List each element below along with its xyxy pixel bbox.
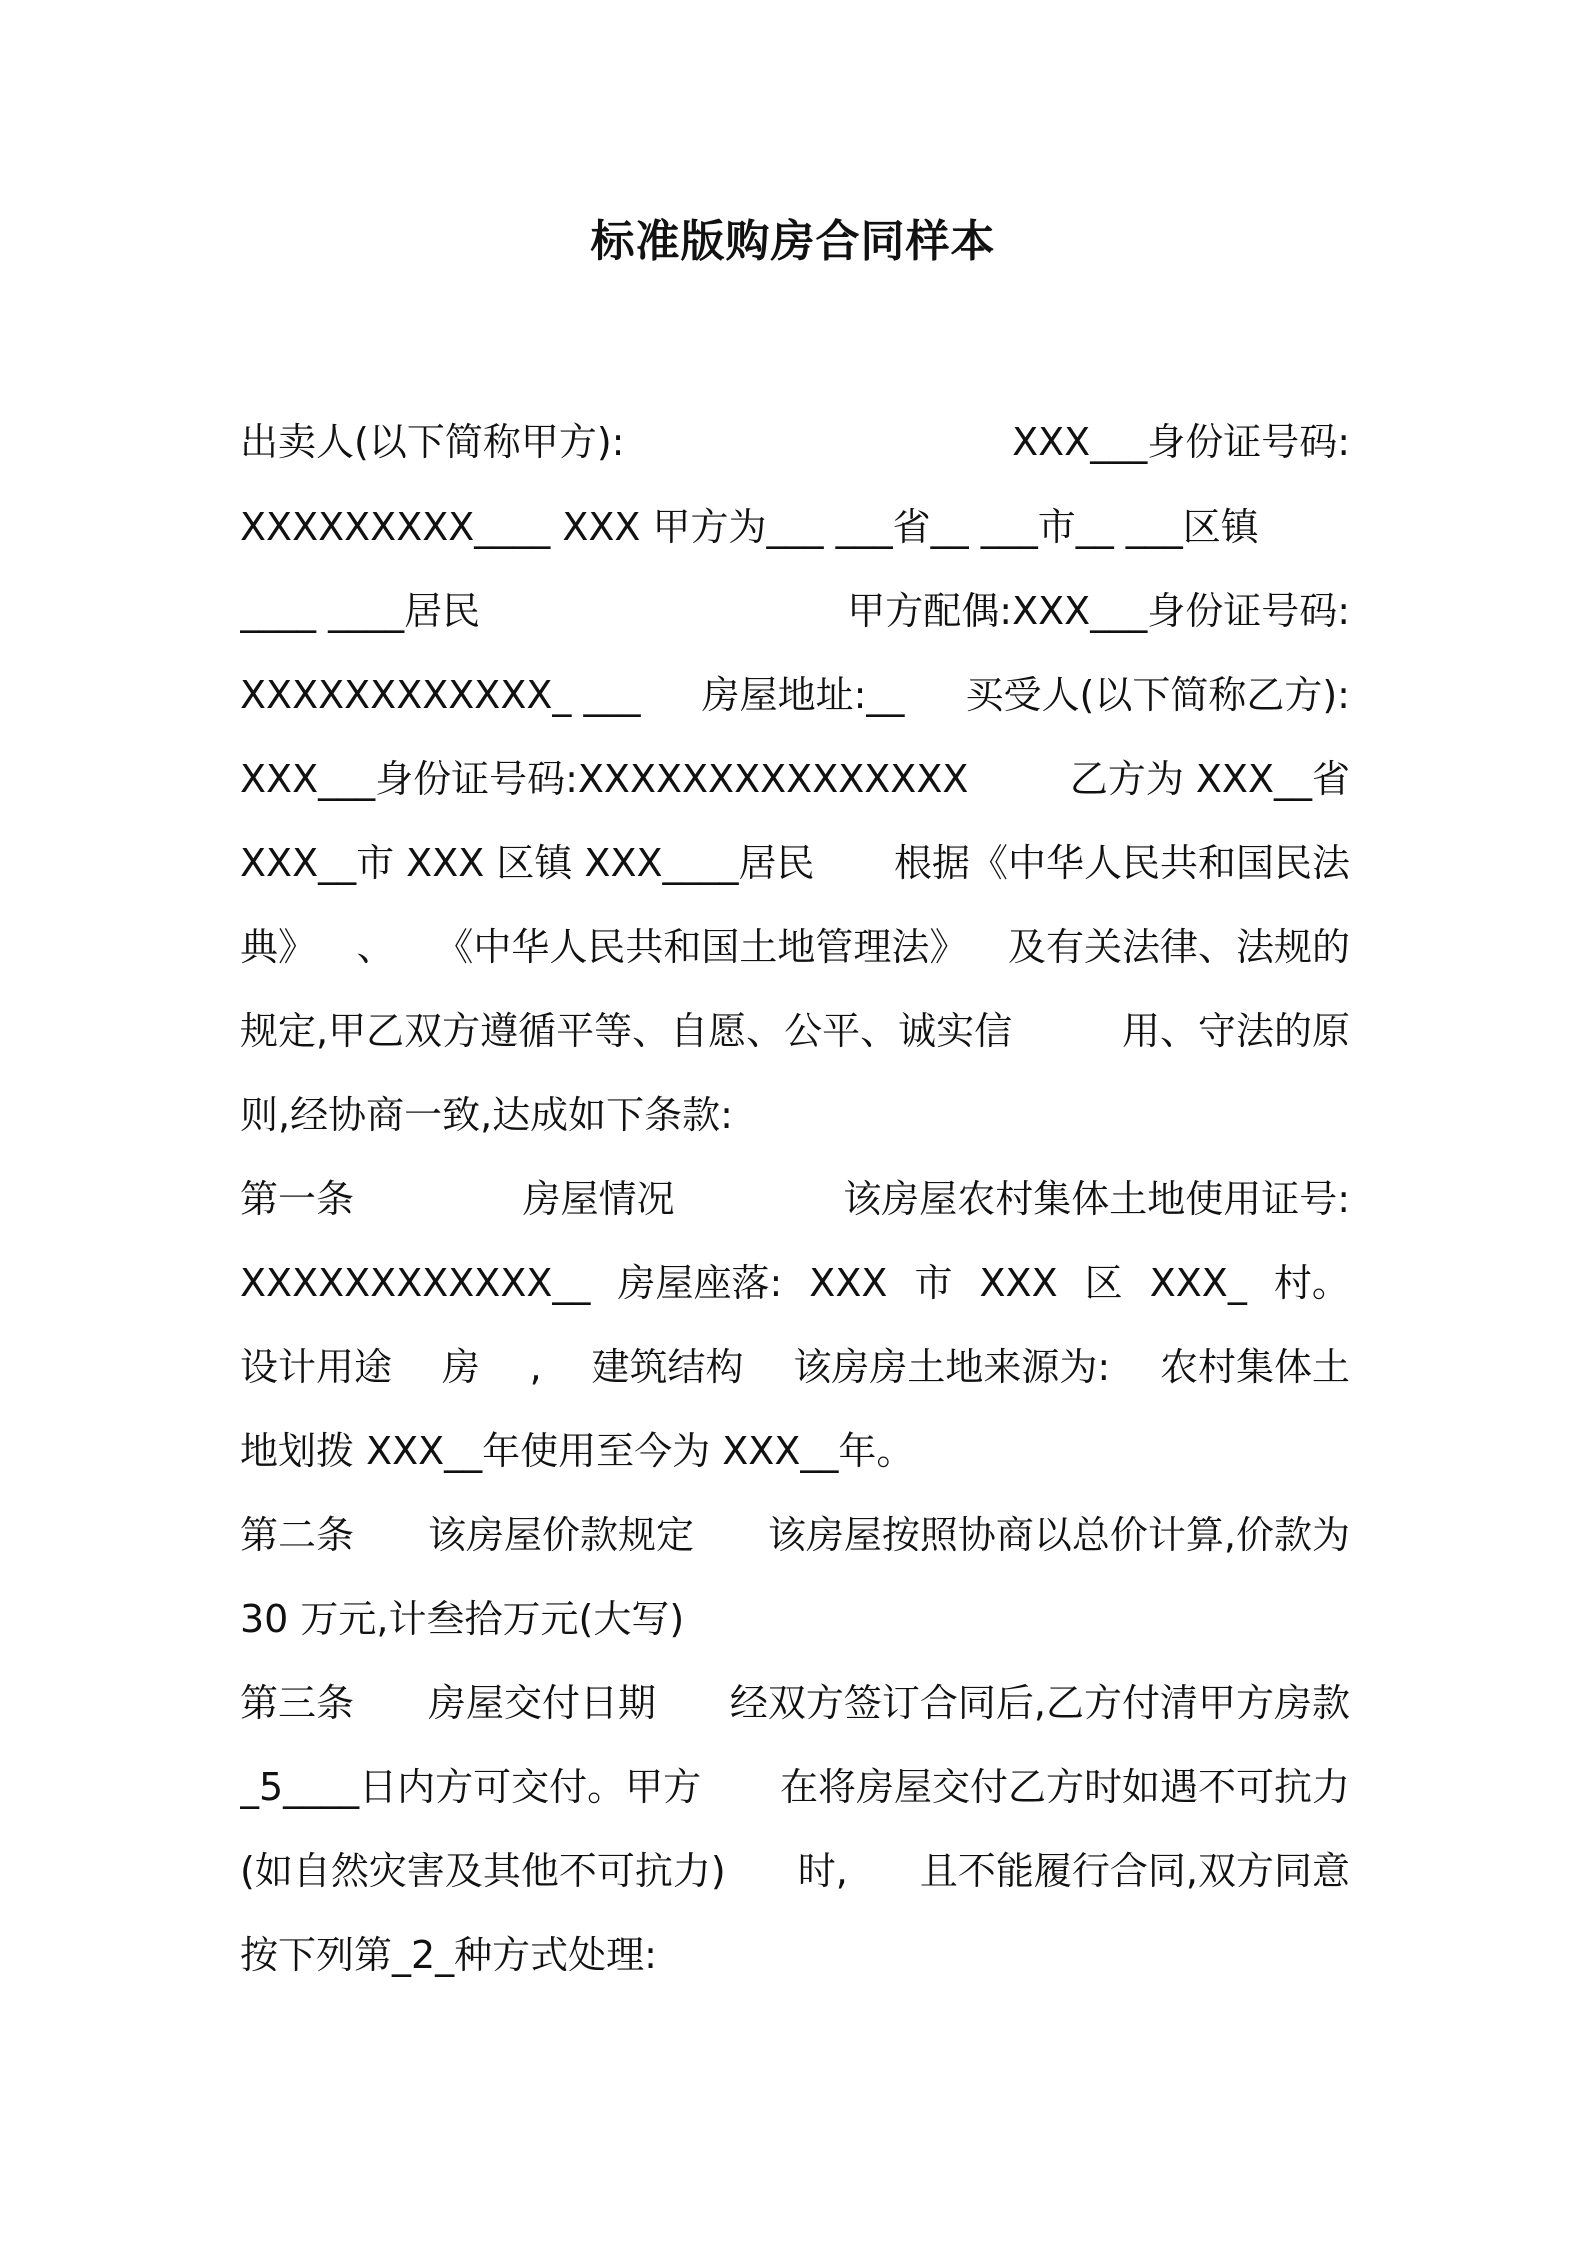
text-segment: XXXXXXXXXXXX_ ___ — [240, 673, 641, 717]
text-segment: XXXXXXXXX____ XXX 甲方为___ ___省__ ___市__ ___区镇 — [240, 505, 1259, 549]
text-line-16 — [240, 1673, 1350, 1733]
text-line-9 — [240, 1085, 1350, 1145]
text-segment: 则,经协商一致,达成如下条款: — [240, 1093, 733, 1137]
text-line-4 — [240, 665, 1350, 725]
text-segment: 房屋地址:__ — [701, 673, 905, 717]
text-line-14 — [240, 1505, 1350, 1565]
text-line-17 — [240, 1757, 1350, 1817]
text-line-5 — [240, 749, 1350, 809]
text-segment: 房 — [441, 1345, 480, 1389]
text-segment: XXXXXXXXXXXX__ — [240, 1261, 591, 1305]
text-segment: 该房屋农村集体土地使用证号: — [843, 1177, 1350, 1221]
text-segment: XXX__市 XXX 区镇 XXX____居民 — [240, 841, 815, 885]
text-segment: 区 — [1084, 1261, 1123, 1305]
text-line-15 — [240, 1589, 1350, 1649]
text-segment: 第二条 — [240, 1513, 355, 1557]
text-segment: 买受人(以下简称乙方): — [965, 673, 1350, 717]
text-segment: 《中华人民共和国土地管理法》 — [435, 925, 968, 969]
text-segment: XXX___身份证号码: — [1012, 420, 1350, 464]
text-line-19 — [240, 1925, 1350, 1985]
text-segment: 、 — [356, 925, 395, 969]
text-segment: 建筑结构 — [591, 1345, 744, 1389]
text-segment: 典》 — [240, 925, 317, 969]
text-segment: 出卖人(以下简称甲方): — [240, 420, 625, 464]
text-segment: _5____日内方可交付。甲方 — [240, 1765, 702, 1809]
text-segment: 第三条 — [240, 1681, 355, 1725]
text-segment: ____ ____居民 — [240, 589, 481, 633]
text-segment: 时, — [797, 1849, 848, 1893]
text-segment: 及有关法律、法规的 — [1007, 925, 1350, 969]
text-segment: (如自然灾害及其他不可抗力) — [240, 1849, 726, 1893]
text-segment: 地划拨 XXX__年使用至今为 XXX__年。 — [240, 1429, 915, 1473]
text-line-1 — [240, 412, 1350, 472]
text-segment: XXX — [979, 1261, 1058, 1305]
text-segment: 该房屋价款规定 — [427, 1513, 694, 1557]
text-segment: , — [529, 1345, 542, 1389]
text-line-11 — [240, 1253, 1350, 1313]
text-line-3 — [240, 581, 1350, 641]
text-segment: 规定,甲乙双方遵循平等、自愿、公平、诚实信 — [240, 1009, 1013, 1053]
text-segment: 用、守法的原 — [1121, 1009, 1350, 1053]
text-segment: 农村集体土 — [1159, 1345, 1350, 1389]
text-line-2 — [240, 497, 1350, 557]
text-segment: 经双方签订合同后,乙方付清甲方房款 — [729, 1681, 1350, 1725]
text-segment: 市 — [914, 1261, 953, 1305]
document-title: 标准版购房合同样本 — [590, 216, 996, 267]
text-segment: 根据《中华人民共和国民法 — [893, 841, 1350, 885]
text-segment: 按下列第_2_种方式处理: — [240, 1933, 657, 1977]
text-line-6 — [240, 833, 1350, 893]
text-line-7 — [240, 917, 1350, 977]
text-segment: XXX_ — [1149, 1261, 1247, 1305]
text-segment: XXX — [809, 1261, 888, 1305]
text-segment: 村。 — [1273, 1261, 1350, 1305]
text-segment: 甲方配偶:XXX___身份证号码: — [847, 589, 1350, 633]
text-line-10 — [240, 1169, 1350, 1229]
text-segment: 第一条 — [240, 1177, 355, 1221]
text-line-18 — [240, 1841, 1350, 1901]
text-line-8 — [240, 1001, 1350, 1061]
text-line-12 — [240, 1337, 1350, 1397]
text-segment: 30 万元,计叁拾万元(大写) — [240, 1597, 685, 1641]
text-segment: 该房房土地来源为: — [793, 1345, 1111, 1389]
text-segment: 且不能履行合同,双方同意 — [919, 1849, 1350, 1893]
text-line-13 — [240, 1421, 1350, 1481]
text-segment: 该房屋按照协商以总价计算,价款为 — [767, 1513, 1350, 1557]
text-segment: 房屋交付日期 — [427, 1681, 656, 1725]
text-segment: 在将房屋交付乙方时如遇不可抗力 — [779, 1765, 1350, 1809]
text-segment: 设计用途 — [240, 1345, 393, 1389]
text-segment: 乙方为 XXX__省 — [1069, 757, 1350, 801]
text-segment: 房屋情况 — [522, 1177, 675, 1221]
text-segment: XXX___身份证号码:XXXXXXXXXXXXXXX — [240, 757, 969, 801]
text-segment: 房屋座落: — [617, 1261, 783, 1305]
